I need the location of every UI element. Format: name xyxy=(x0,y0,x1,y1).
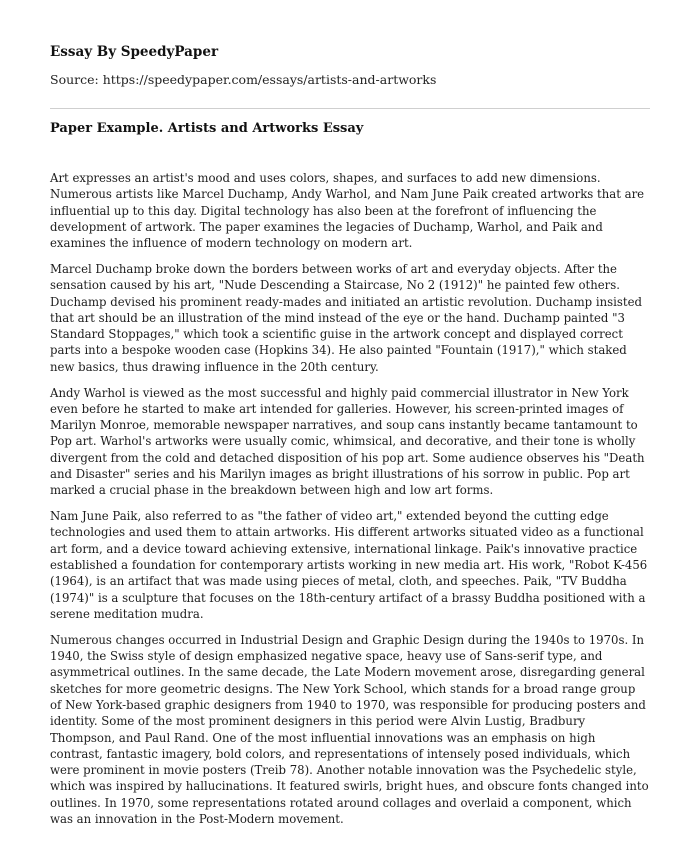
header-divider xyxy=(50,108,650,109)
source-line: Source: https://speedypaper.com/essays/artists-and-artworks xyxy=(50,72,437,87)
brand-heading: Essay By SpeedyPaper xyxy=(50,44,219,60)
paragraph-paik: Nam June Paik, also referred to as "the father of video art," extended beyond the cutting edge technologies and used them to attain artworks. His different artworks situated video as a functional art form, and a device toward achieving extensive, international linkage. Paik's innovative practice established a foundation for contemporary artists working in new media art. His work, "Robot K-456 (1964), is an artifact that was made using pieces of metal, cloth, and speeches. Paik, "TV Buddha (1974)" is a sculpture that focuses on the 18th-century artifact of a brassy Buddha positioned with a serene meditation mudra. xyxy=(50,509,648,621)
paragraph-intro: Art expresses an artist's mood and uses colors, shapes, and surfaces to add new dimensions. Numerous artists like Marcel Duchamp, Andy Warhol, and Nam June Paik created artworks that are influential up to this day. Digital technology has also been at the forefront of influencing the development of artwork. The paper examines the legacies of Duchamp, Warhol, and Paik and examines the influence of modern technology on modern art. xyxy=(50,171,645,251)
paragraph-duchamp: Marcel Duchamp broke down the borders between works of art and everyday objects. After the sensation caused by his art, "Nude Descending a Staircase, No 2 (1912)" he painted few others. Duchamp devised his prominent ready-mades and initiated an artistic revolution. Duchamp insisted that art should be an illustration of the mind instead of the eye or the hand. Duchamp painted "3 Standard Stoppages," which took a scientific guise in the artwork concept and displayed correct parts into a bespoke wooden case (Hopkins 34). He also painted "Fountain (1917)," which staked new basics, thus drawing influence in the 20th century. xyxy=(50,261,642,374)
paragraph-warhol: Andy Warhol is viewed as the most successful and highly paid commercial illustrator in New York even before he started to make art intended for galleries. However, his screen-printed images of Marilyn Monroe, memorable newspaper narratives, and soup cans instantly became tantamount to Pop art. Warhol's artworks were usually comic, whimsical, and decorative, and their tone is wholly divergent from the cold and detached disposition of his pop art. Some audience observes his "Death and Disaster" series and his Marilyn images as bright illustrations of his sorrow in public. Pop art marked a crucial phase in the breakdown between high and low art forms. xyxy=(50,385,645,498)
paragraph-design: Numerous changes occurred in Industrial Design and Graphic Design during the 1940s to 1970s. In 1940, the Swiss style of design emphasized negative space, heavy use of Sans-serif type, and asymmetrical outlines. In the same decade, the Late Modern movement arose, disregarding general sketches for more geometric designs. The New York School, which stands for a broad range group of New York-based graphic designers from 1940 to 1970, was responsible for producing posters and identity. Some of the most prominent designers in this period were Alvin Lustig, Bradbury Thompson, and Paul Rand. One of the most influential innovations was an emphasis on high contrast, fantastic imagery, bold colors, and representations of intensely posed individuals, which were prominent in movie posters (Treib 78). Another notable innovation was the Psychedelic style, which was inspired by hallucinations. It featured swirls, bright hues, and obscure fonts changed into outlines. In 1970, some representations rotated around collages and overlaid a component, which was an innovation in the Post-Modern movement. xyxy=(50,632,649,826)
essay-body xyxy=(50,170,650,837)
essay-title: Paper Example. Artists and Artworks Essay xyxy=(50,121,364,136)
